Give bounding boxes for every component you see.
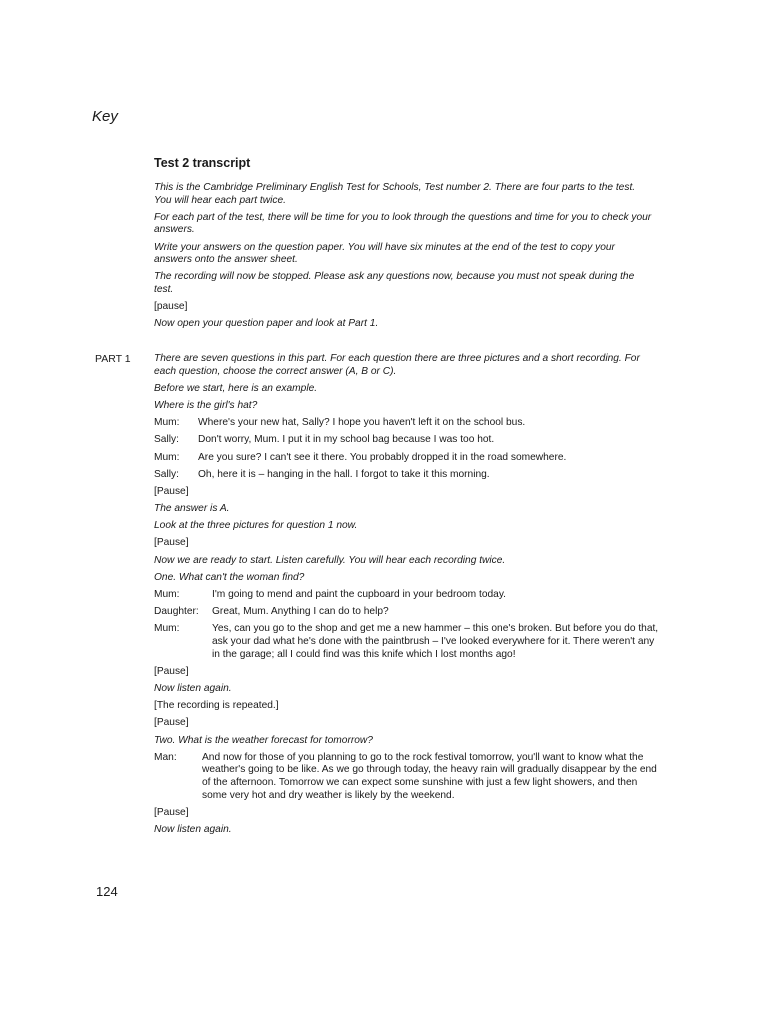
speech-text: Great, Mum. Anything I can do to help? xyxy=(212,606,389,618)
ready-line: Now we are ready to start. Listen carefully. You will hear each recording twice. xyxy=(154,554,506,566)
intro-paragraph: For each part of the test, there will be time for you to look through the questions and time for you to check your answers. xyxy=(154,211,652,236)
dialogue-line xyxy=(154,452,664,465)
transcript-title: Test 2 transcript xyxy=(154,156,251,170)
page-number: 124 xyxy=(96,884,118,899)
listen-again-line: Now listen again. xyxy=(154,682,232,694)
speaker-label: Mum: xyxy=(154,451,180,463)
speech-text: Don't worry, Mum. I put it in my school bag because I was too hot. xyxy=(198,434,495,446)
dialogue-line xyxy=(154,417,664,430)
speaker-label: Mum: xyxy=(154,417,180,429)
part-instructions: There are seven questions in this part. For each question there are three pictures and a short recording. For each question, choose the correct answer (A, B or C). xyxy=(154,353,640,377)
dialogue-line xyxy=(154,589,664,602)
intro-paragraph: Write your answers on the question paper. You will have six minutes at the end of the test to copy your answers onto the answer sheet. xyxy=(154,241,615,266)
dialogue-line xyxy=(154,606,664,619)
repeated-marker: [The recording is repeated.] xyxy=(154,700,279,712)
pause-marker: [Pause] xyxy=(154,485,189,497)
speaker-label: Sally: xyxy=(154,434,179,446)
speaker-label: Sally: xyxy=(154,468,179,480)
answer-line: The answer is A. xyxy=(154,503,230,515)
intro-paragraph: Now open your question paper and look at Part 1. xyxy=(154,318,379,330)
part-1-block xyxy=(154,353,664,841)
part-1-label: PART 1 xyxy=(95,353,131,365)
speech-text: Oh, here it is – hanging in the hall. I forgot to take it this morning. xyxy=(198,468,490,480)
pause-marker: [Pause] xyxy=(154,537,189,549)
intro-paragraph: This is the Cambridge Preliminary English Test for Schools, Test number 2. There are four parts to the test. You will hear each part twice. xyxy=(154,182,636,206)
dialogue-line xyxy=(154,623,664,661)
speech-text: And now for those of you planning to go to the rock festival tomorrow, you'll want to know what the weather's going to be like. As we go through today, the heavy rain will gradually disappear by the end of the afternoon. Tomorrow we can expect some sunshine with just a few light showers, and then some very hot and dry weather is likely by the weekend. xyxy=(202,751,657,801)
pause-marker: [pause] xyxy=(154,301,188,313)
listen-again-line: Now listen again. xyxy=(154,823,232,835)
intro-block xyxy=(154,182,654,336)
speech-text: Yes, can you go to the shop and get me a new hammer – this one's broken. But before you do that, ask your dad what he's done with the paintbrush – I've looked everywhere for it. There weren't any in the garage; all I could find was this knife which I lost months ago! xyxy=(212,623,659,660)
speaker-label: Daughter: xyxy=(154,606,199,618)
speaker-label: Mum: xyxy=(154,589,180,601)
pause-marker: [Pause] xyxy=(154,806,189,818)
speech-text: Where's your new hat, Sally? I hope you haven't left it on the school bus. xyxy=(198,417,526,429)
section-key-label: Key xyxy=(92,108,118,125)
intro-paragraph: The recording will now be stopped. Please ask any questions now, because you must not speak during the test. xyxy=(154,271,635,295)
look-question-line: Look at the three pictures for question 1 now. xyxy=(154,520,358,532)
dialogue-line xyxy=(154,752,664,802)
question-1: One. What can't the woman find? xyxy=(154,571,305,583)
question-2: Two. What is the weather forecast for tomorrow? xyxy=(154,734,373,746)
pause-marker: [Pause] xyxy=(154,665,189,677)
example-question: Where is the girl's hat? xyxy=(154,399,258,411)
before-start-line: Before we start, here is an example. xyxy=(154,382,318,394)
speech-text: I'm going to mend and paint the cupboard in your bedroom today. xyxy=(212,589,506,601)
dialogue-line xyxy=(154,434,664,447)
speaker-label: Mum: xyxy=(154,623,180,635)
pause-marker: [Pause] xyxy=(154,717,189,729)
dialogue-line xyxy=(154,469,664,482)
speaker-label: Man: xyxy=(154,751,177,763)
speech-text: Are you sure? I can't see it there. You probably dropped it in the road somewhere. xyxy=(198,451,567,463)
